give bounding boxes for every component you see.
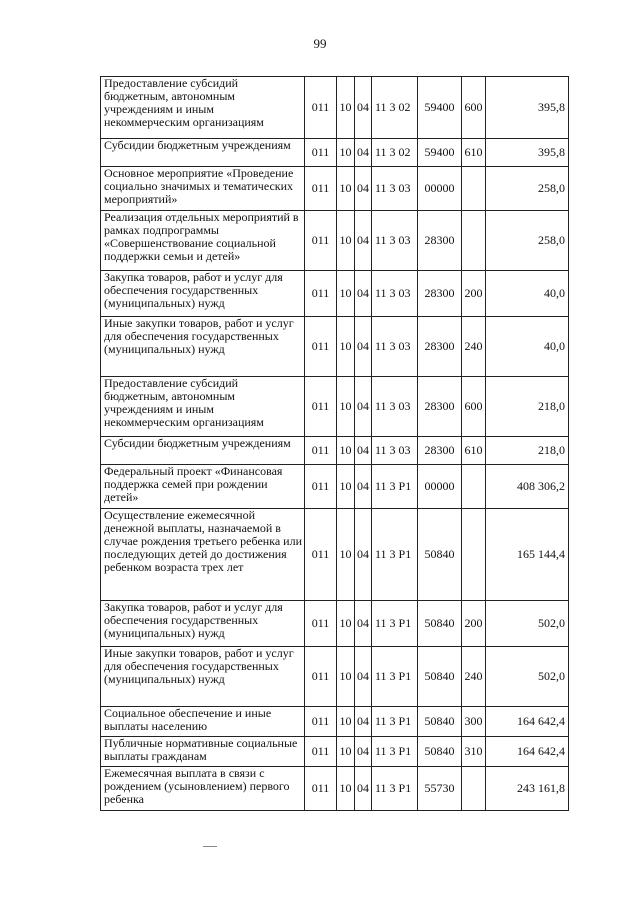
- table-row: [101, 737, 569, 767]
- ministry-code: 011: [305, 167, 337, 211]
- subsection-code: 04: [355, 317, 372, 377]
- row-name: Предоставление субсидий бюджетным, автономным учреждениям и иным некоммерческим организациям: [101, 77, 305, 139]
- subsection-code: 04: [355, 377, 372, 437]
- direction-code: 28300: [418, 317, 462, 377]
- direction-code: 28300: [418, 271, 462, 317]
- amount: 243 161,8: [486, 767, 569, 811]
- program-code: 11 3 P1: [372, 767, 418, 811]
- subsection-code: 04: [355, 601, 372, 647]
- row-name: Иные закупки товаров, работ и услуг для обеспечения государственных (муниципальных) нужд: [101, 647, 305, 707]
- program-code: 11 3 P1: [372, 601, 418, 647]
- expense-type-code: 200: [462, 271, 486, 317]
- expense-type-code: [462, 167, 486, 211]
- amount: 40,0: [486, 317, 569, 377]
- direction-code: 50840: [418, 737, 462, 767]
- footer-mark: [203, 846, 217, 847]
- ministry-code: 011: [305, 437, 337, 465]
- section-code: 10: [337, 167, 355, 211]
- amount: 258,0: [486, 211, 569, 271]
- subsection-code: 04: [355, 465, 372, 509]
- program-code: 11 3 P1: [372, 737, 418, 767]
- row-name: Реализация отдельных мероприятий в рамках подпрограммы «Совершенствование социальной поддержки семьи и детей»: [101, 211, 305, 271]
- table-row: [101, 707, 569, 737]
- amount: 165 144,4: [486, 509, 569, 601]
- program-code: 11 3 03: [372, 211, 418, 271]
- ministry-code: 011: [305, 707, 337, 737]
- table-row: [101, 317, 569, 377]
- table-row: [101, 167, 569, 211]
- ministry-code: 011: [305, 77, 337, 139]
- section-code: 10: [337, 377, 355, 437]
- amount: 218,0: [486, 377, 569, 437]
- row-name: Федеральный проект «Финансовая поддержка семей при рождении детей»: [101, 465, 305, 509]
- subsection-code: 04: [355, 211, 372, 271]
- amount: 408 306,2: [486, 465, 569, 509]
- row-name: Осуществление ежемесячной денежной выплаты, назначаемой в случае рождения третьего ребенка или последующих детей до достижения ребенком возраста трех лет: [101, 509, 305, 601]
- subsection-code: 04: [355, 271, 372, 317]
- row-name: Предоставление субсидий бюджетным, автономным учреждениям и иным некоммерческим организациям: [101, 377, 305, 437]
- section-code: 10: [337, 509, 355, 601]
- section-code: 10: [337, 211, 355, 271]
- expense-type-code: 310: [462, 737, 486, 767]
- page-number: 99: [313, 36, 327, 51]
- row-name: Социальное обеспечение и иные выплаты населению: [101, 707, 305, 737]
- row-name: Публичные нормативные социальные выплаты гражданам: [101, 737, 305, 767]
- expense-type-code: 200: [462, 601, 486, 647]
- ministry-code: 011: [305, 139, 337, 167]
- table-row: [101, 647, 569, 707]
- amount: 164 642,4: [486, 737, 569, 767]
- row-name: Основное мероприятие «Проведение социально значимых и тематических мероприятий»: [101, 167, 305, 211]
- amount: 258,0: [486, 167, 569, 211]
- row-name: Субсидии бюджетным учреждениям: [101, 139, 305, 167]
- subsection-code: 04: [355, 737, 372, 767]
- direction-code: 59400: [418, 77, 462, 139]
- expense-type-code: 240: [462, 647, 486, 707]
- direction-code: 28300: [418, 437, 462, 465]
- subsection-code: 04: [355, 77, 372, 139]
- expense-type-code: [462, 767, 486, 811]
- budget-table-body: [101, 77, 569, 811]
- direction-code: 28300: [418, 211, 462, 271]
- subsection-code: 04: [355, 167, 372, 211]
- amount: 395,8: [486, 77, 569, 139]
- expense-type-code: 600: [462, 77, 486, 139]
- table-row: [101, 377, 569, 437]
- program-code: 11 3 P1: [372, 647, 418, 707]
- section-code: 10: [337, 767, 355, 811]
- program-code: 11 3 P1: [372, 509, 418, 601]
- section-code: 10: [337, 139, 355, 167]
- table-row: [101, 211, 569, 271]
- program-code: 11 3 02: [372, 139, 418, 167]
- section-code: 10: [337, 647, 355, 707]
- table-row: [101, 271, 569, 317]
- direction-code: 50840: [418, 707, 462, 737]
- ministry-code: 011: [305, 601, 337, 647]
- budget-table: [100, 76, 569, 811]
- direction-code: 50840: [418, 601, 462, 647]
- row-name: Закупка товаров, работ и услуг для обеспечения государственных (муниципальных) нужд: [101, 601, 305, 647]
- amount: 395,8: [486, 139, 569, 167]
- program-code: 11 3 P1: [372, 707, 418, 737]
- table-row: [101, 601, 569, 647]
- ministry-code: 011: [305, 647, 337, 707]
- amount: 218,0: [486, 437, 569, 465]
- row-name: Иные закупки товаров, работ и услуг для обеспечения государственных (муниципальных) нужд: [101, 317, 305, 377]
- direction-code: 00000: [418, 465, 462, 509]
- direction-code: 28300: [418, 377, 462, 437]
- row-name: Закупка товаров, работ и услуг для обеспечения государственных (муниципальных) нужд: [101, 271, 305, 317]
- section-code: 10: [337, 317, 355, 377]
- direction-code: 55730: [418, 767, 462, 811]
- subsection-code: 04: [355, 707, 372, 737]
- expense-type-code: [462, 465, 486, 509]
- direction-code: 00000: [418, 167, 462, 211]
- section-code: 10: [337, 737, 355, 767]
- table-row: [101, 139, 569, 167]
- expense-type-code: [462, 211, 486, 271]
- direction-code: 59400: [418, 139, 462, 167]
- direction-code: 50840: [418, 647, 462, 707]
- program-code: 11 3 03: [372, 271, 418, 317]
- row-name: Субсидии бюджетным учреждениям: [101, 437, 305, 465]
- table-row: [101, 77, 569, 139]
- program-code: 11 3 03: [372, 317, 418, 377]
- ministry-code: 011: [305, 767, 337, 811]
- subsection-code: 04: [355, 767, 372, 811]
- expense-type-code: 300: [462, 707, 486, 737]
- subsection-code: 04: [355, 647, 372, 707]
- section-code: 10: [337, 601, 355, 647]
- expense-type-code: 600: [462, 377, 486, 437]
- ministry-code: 011: [305, 377, 337, 437]
- subsection-code: 04: [355, 437, 372, 465]
- ministry-code: 011: [305, 465, 337, 509]
- amount: 40,0: [486, 271, 569, 317]
- section-code: 10: [337, 437, 355, 465]
- subsection-code: 04: [355, 139, 372, 167]
- program-code: 11 3 03: [372, 167, 418, 211]
- expense-type-code: 610: [462, 139, 486, 167]
- section-code: 10: [337, 707, 355, 737]
- amount: 164 642,4: [486, 707, 569, 737]
- table-row: [101, 437, 569, 465]
- expense-type-code: [462, 509, 486, 601]
- table-row: [101, 465, 569, 509]
- section-code: 10: [337, 271, 355, 317]
- row-name: Ежемесячная выплата в связи с рождением (усыновлением) первого ребенка: [101, 767, 305, 811]
- amount: 502,0: [486, 647, 569, 707]
- direction-code: 50840: [418, 509, 462, 601]
- expense-type-code: 610: [462, 437, 486, 465]
- program-code: 11 3 03: [372, 437, 418, 465]
- ministry-code: 011: [305, 211, 337, 271]
- table-row: [101, 767, 569, 811]
- ministry-code: 011: [305, 317, 337, 377]
- program-code: 11 3 03: [372, 377, 418, 437]
- amount: 502,0: [486, 601, 569, 647]
- section-code: 10: [337, 465, 355, 509]
- expense-type-code: 240: [462, 317, 486, 377]
- section-code: 10: [337, 77, 355, 139]
- ministry-code: 011: [305, 271, 337, 317]
- program-code: 11 3 02: [372, 77, 418, 139]
- subsection-code: 04: [355, 509, 372, 601]
- table-row: [101, 509, 569, 601]
- program-code: 11 3 P1: [372, 465, 418, 509]
- ministry-code: 011: [305, 509, 337, 601]
- ministry-code: 011: [305, 737, 337, 767]
